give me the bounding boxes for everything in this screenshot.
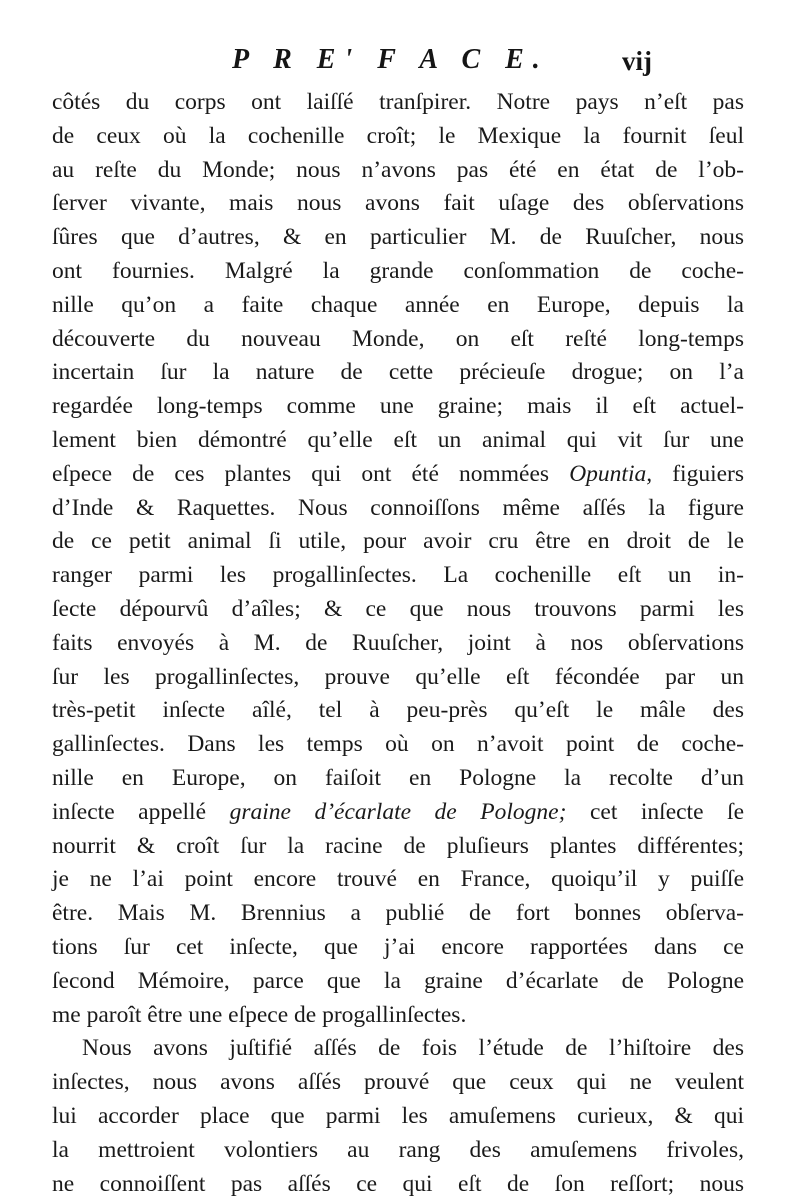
text-line [52,1100,744,1134]
text-run: d’Inde & Raquettes. Nous connoiſſons même aſſés la figure [52,495,744,521]
text-run: ranger parmi les progallinſectes. La cochenille eſt un in- [52,562,744,588]
text-run: Nous avons juſtifié aſſés de fois l’étude de l’hiſtoire des [82,1035,744,1061]
text-run: nourrit & croît ſur la racine de pluſieurs plantes différentes; [52,833,744,859]
italic-text-run: Opuntia, [569,461,652,487]
text-run: découverte du nouveau Monde, on eſt reſté long-temps [52,326,744,352]
text-run: tions ſur cet inſecte, que j’ai encore rapportées dans ce [52,934,744,960]
text-line [52,458,744,492]
text-line [52,762,744,796]
text-line [52,897,744,931]
text-line [52,424,744,458]
text-line [52,1066,744,1100]
text-run: lui accorder place que parmi les amuſemens curieux, & qui [52,1103,744,1129]
body-text [52,86,744,1201]
text-run: cet inſecte ſe [566,799,744,825]
text-run: faits envoyés à M. de Ruuſcher, joint à nos obſervations [52,630,744,656]
text-line [52,999,744,1033]
text-run: de ceux où la cochenille croît; le Mexique la fournit ſeul [52,123,744,149]
text-run: nille qu’on a faite chaque année en Europe, depuis la [52,292,744,318]
text-run: de ce petit animal ſi utile, pour avoir cru être en droit de le [52,528,744,554]
text-run: ne connoiſſent pas aſſés ce qui eſt de ſon reſſort; nous [52,1171,744,1197]
text-line [52,796,744,830]
text-line [52,154,744,188]
text-line [52,830,744,864]
text-run: me paroît être une eſpece de progallinſectes. [52,1002,466,1028]
text-line [52,525,744,559]
text-line [52,694,744,728]
text-line [52,289,744,323]
text-run: incertain ſur la nature de cette précieuſe drogue; on l’a [52,359,744,385]
text-run: au reſte du Monde; nous n’avons pas été en état de l’ob- [52,157,744,183]
text-run: figuiers [652,461,744,487]
text-line [52,221,744,255]
text-run: regardée long-temps comme une graine; mais il eſt actuel- [52,393,744,419]
text-run: inſecte appellé [52,799,230,825]
text-run: très-petit inſecte aîlé, tel à peu-près qu’eſt le mâle des [52,697,744,723]
text-line [52,255,744,289]
text-run: ſûres que d’autres, & en particulier M. de Ruuſcher, nous [52,224,744,250]
text-line [52,1032,744,1066]
text-run: lement bien démontré qu’elle eſt un animal qui vit ſur une [52,427,744,453]
text-line [52,965,744,999]
text-line [52,931,744,965]
text-run: eſpece de ces plantes qui ont été nommées [52,461,569,487]
text-line [52,559,744,593]
text-line [52,627,744,661]
text-line [52,187,744,221]
text-line [52,1134,744,1168]
text-line [52,1168,744,1201]
text-line [52,728,744,762]
text-run: ont fournies. Malgré la grande conſommation de coche- [52,258,744,284]
text-run: ſecond Mémoire, parce que la graine d’écarlate de Pologne [52,968,744,994]
running-title: P R E' F A C E. [232,44,549,76]
running-head [232,44,652,84]
text-line [52,492,744,526]
text-run: gallinſectes. Dans les temps où on n’avoit point de coche- [52,731,744,757]
text-run: ſur les progallinſectes, prouve qu’elle eſt fécondée par un [52,664,744,690]
text-run: nille en Europe, on faiſoit en Pologne la recolte d’un [52,765,744,791]
text-line [52,323,744,357]
text-run: ſerver vivante, mais nous avons fait uſage des obſervations [52,190,744,216]
text-line [52,120,744,154]
text-line [52,356,744,390]
text-run: inſectes, nous avons aſſés prouvé que ceux qui ne veulent [52,1069,744,1095]
text-run: côtés du corps ont laiſſé tranſpirer. Notre pays n’eſt pas [52,89,744,115]
text-run: être. Mais M. Brennius a publié de fort bonnes obſerva- [52,900,744,926]
text-line [52,863,744,897]
page-number: vij [622,46,652,77]
italic-text-run: graine d’écarlate de Pologne; [230,799,567,825]
text-run: ſecte dépourvû d’aîles; & ce que nous trouvons parmi les [52,596,744,622]
text-line [52,593,744,627]
text-run: je ne l’ai point encore trouvé en France, quoiqu’il y puiſſe [52,866,744,892]
text-line [52,661,744,695]
text-line [52,86,744,120]
text-line [52,390,744,424]
text-run: la mettroient volontiers au rang des amuſemens frivoles, [52,1137,744,1163]
